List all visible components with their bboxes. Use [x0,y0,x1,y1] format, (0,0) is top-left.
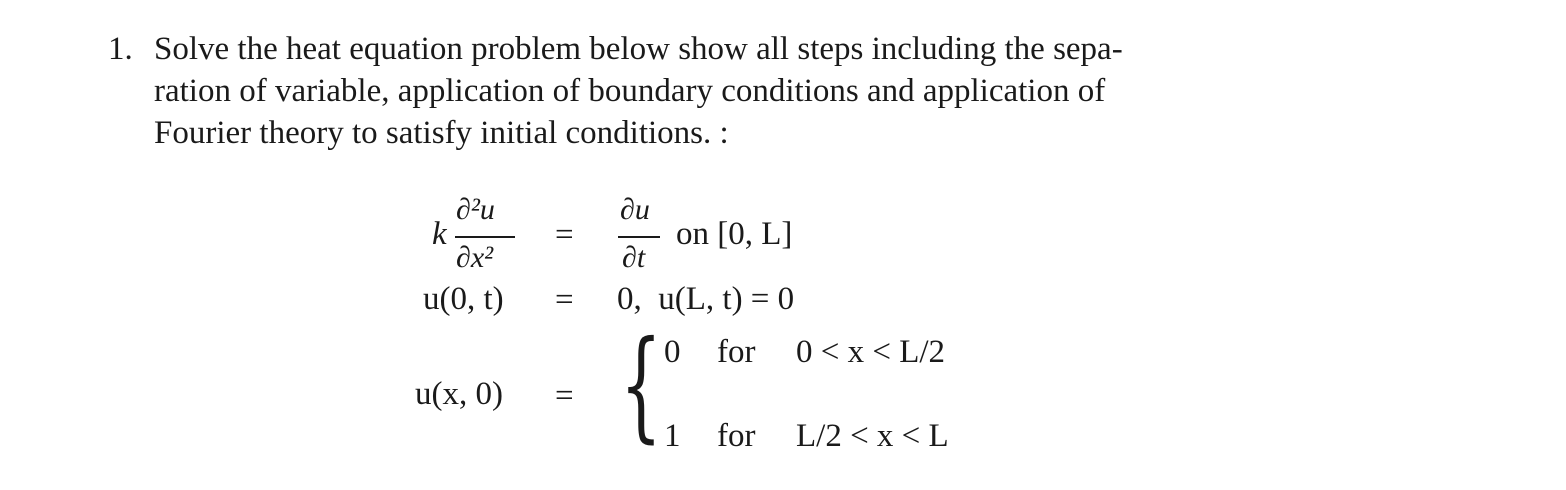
pde-coefficient: k [432,216,447,252]
pde-rhs-numerator: ∂u [620,193,650,226]
bc-rhs: 0, u(L, t) = 0 [617,281,795,317]
ic-case1-value: 0 [664,334,681,370]
ic-equals: = [555,378,574,414]
pde-rhs-denominator: ∂t [622,241,646,274]
problem-number: 1. [108,31,133,67]
pde-equals: = [555,217,574,253]
problem-text-line-3: Fourier theory to satisfy initial conditions. : [154,115,729,151]
ic-case2-value: 1 [664,418,681,454]
ic-case1-range: 0 < x < L/2 [796,334,946,370]
pde-domain: on [0, L] [676,216,793,252]
ic-case1-for: for [717,334,756,370]
ic-cases-brace: { [620,316,662,455]
pde-lhs-numerator: ∂²u [456,193,495,226]
problem-text-line-1: Solve the heat equation problem below show all steps including the sepa- [154,31,1123,67]
ic-case2-for: for [717,418,756,454]
bc-lhs: u(0, t) [423,281,504,317]
problem-text-line-2: ration of variable, application of boundary conditions and application of [154,73,1106,109]
pde-rhs-fraction-bar [618,236,660,238]
ic-case2-range: L/2 < x < L [796,418,949,454]
ic-lhs: u(x, 0) [415,376,503,412]
pde-lhs-fraction-bar [455,236,515,238]
pde-lhs-denominator: ∂x² [456,241,494,274]
bc-equals: = [555,282,574,318]
